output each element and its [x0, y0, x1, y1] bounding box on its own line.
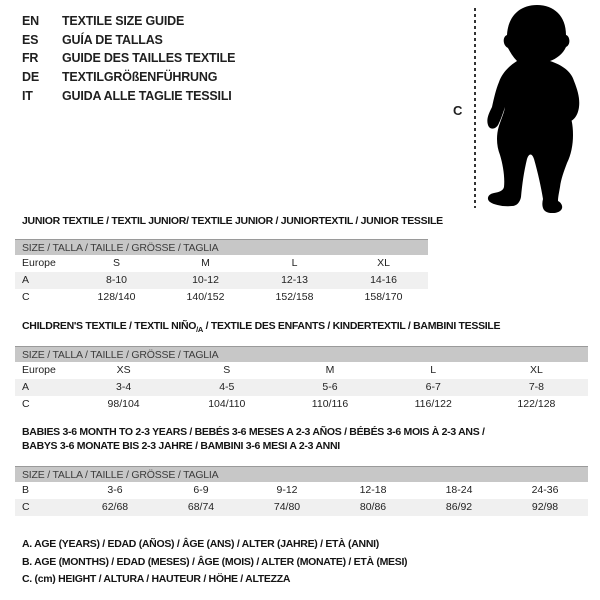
- table-row: [15, 255, 428, 272]
- size-cell: 14-16: [370, 274, 397, 286]
- size-cell: L: [430, 364, 437, 376]
- size-cell: 98/104: [107, 398, 140, 410]
- table-row: [15, 396, 588, 413]
- size-cell: 68/74: [187, 501, 215, 513]
- size-header-bar: SIZE / TALLA / TAILLE / GRÖSSE / TAGLIA: [15, 346, 588, 362]
- size-cell: 9-12: [276, 484, 298, 496]
- table-title-part: BABIES 3-6 MONTH TO 2-3 YEARS / BEBÉS 3-6 MESES A 2-3 AÑOS / BÉBÉS 3-6 MOIS À 2-3 ANS / BABYS 3-6 MONATE BIS 2-3 JAHRE / BAMBINI 3-6 MESI A 2-3 ANNI: [22, 426, 485, 452]
- language-row: [22, 87, 235, 106]
- size-cell: 5-6: [322, 381, 338, 393]
- table-title-part: /A: [196, 325, 204, 335]
- note-line: C. (cm) HEIGHT / ALTURA / HAUTEUR / HÖHE / ALTEZZA: [22, 573, 291, 585]
- size-cell: 140/152: [186, 291, 225, 303]
- row-label: C: [22, 291, 30, 303]
- babies-table-title: [22, 425, 490, 453]
- size-cell: 18-24: [445, 484, 473, 496]
- size-cell: 86/92: [445, 501, 473, 513]
- language-title: TEXTILE SIZE GUIDE: [62, 14, 185, 28]
- row-label: C: [22, 398, 30, 410]
- language-row: [22, 12, 235, 31]
- legend-notes: [22, 536, 407, 589]
- table-title-part: JUNIOR TEXTILE / TEXTIL JUNIOR/ TEXTILE JUNIOR / JUNIORTEXTIL / JUNIOR TESSILE: [22, 215, 443, 227]
- size-cell: 152/158: [275, 291, 314, 303]
- babies-size-table: [15, 466, 588, 516]
- size-cell: XS: [116, 364, 131, 376]
- size-cell: 10-12: [192, 274, 219, 286]
- size-cell: 80/86: [359, 501, 387, 513]
- row-label: Europe: [22, 364, 56, 376]
- language-title: GUIDA ALLE TAGLIE TESSILI: [62, 88, 232, 103]
- size-cell: 12-18: [359, 484, 387, 496]
- language-title: GUÍA DE TALLAS: [62, 32, 163, 47]
- size-cell: 110/116: [311, 398, 349, 410]
- junior-table-title: [22, 215, 443, 227]
- language-title-list: [22, 12, 235, 106]
- size-header-bar: SIZE / TALLA / TAILLE / GRÖSSE / TAGLIA: [15, 466, 588, 482]
- size-cell: 12-13: [281, 274, 308, 286]
- language-row: [22, 68, 235, 87]
- table-row: [15, 362, 588, 379]
- children-table-title: [22, 320, 500, 334]
- language-title: TEXTILGRÖßENFÜHRUNG: [62, 70, 218, 85]
- language-code: FR: [22, 51, 39, 66]
- row-label: Europe: [22, 257, 56, 269]
- note-line: B. AGE (MONTHS) / EDAD (MESES) / ÂGE (MOIS) / ALTER (MONATE) / ETÀ (MESI): [22, 555, 408, 568]
- size-cell: 74/80: [273, 501, 301, 513]
- size-cell: S: [112, 257, 120, 269]
- size-cell: L: [291, 257, 298, 269]
- junior-size-table: [15, 239, 428, 306]
- size-cell: 116/122: [414, 398, 452, 410]
- note-line: A. AGE (YEARS) / EDAD (AÑOS) / ÂGE (ANS) / ALTER (JAHRE) / ETÀ (ANNI): [22, 538, 379, 550]
- height-measure-label: C: [453, 103, 463, 118]
- table-row: [15, 482, 588, 499]
- table-title-part: CHILDREN'S TEXTILE / TEXTIL NIÑO: [22, 320, 197, 332]
- row-label: B: [22, 484, 30, 496]
- size-cell: 92/98: [531, 501, 559, 513]
- size-cell: M: [201, 257, 210, 269]
- row-label: A: [22, 381, 30, 393]
- table-title-part: / TEXTILE DES ENFANTS / KINDERTEXTIL / BAMBINI TESSILE: [203, 320, 501, 332]
- size-cell: 158/170: [364, 291, 403, 303]
- size-cell: 4-5: [219, 381, 235, 393]
- size-cell: 3-4: [116, 381, 132, 393]
- size-cell: M: [325, 364, 335, 376]
- language-row: [22, 31, 235, 50]
- size-cell: 128/140: [97, 291, 136, 303]
- language-code: ES: [22, 32, 39, 47]
- table-row: [15, 272, 428, 289]
- size-header-bar: SIZE / TALLA / TAILLE / GRÖSSE / TAGLIA: [15, 239, 428, 255]
- size-cell: S: [223, 364, 231, 376]
- children-size-table: [15, 346, 588, 413]
- size-cell: 24-36: [531, 484, 559, 496]
- size-cell: XL: [529, 364, 543, 376]
- size-cell: 122/128: [517, 398, 556, 410]
- toddler-silhouette-image: [486, 3, 592, 213]
- size-cell: XL: [377, 257, 390, 269]
- table-row: [15, 499, 588, 516]
- height-measure-dashed-line: [474, 8, 476, 208]
- size-cell: 6-9: [193, 484, 209, 496]
- table-row: [15, 379, 588, 396]
- language-title: GUIDE DES TAILLES TEXTILE: [62, 51, 236, 66]
- row-label: C: [22, 501, 30, 513]
- language-row: [22, 49, 235, 68]
- table-row: [15, 289, 428, 306]
- size-cell: 8-10: [105, 274, 127, 286]
- language-code: DE: [22, 70, 39, 85]
- row-label: A: [22, 274, 30, 286]
- size-cell: 6-7: [425, 381, 441, 393]
- size-cell: 7-8: [528, 381, 544, 393]
- size-cell: 62/68: [101, 501, 129, 513]
- size-cell: 3-6: [107, 484, 123, 496]
- size-cell: 104/110: [208, 398, 246, 410]
- language-code: EN: [22, 14, 39, 28]
- language-code: IT: [22, 88, 33, 103]
